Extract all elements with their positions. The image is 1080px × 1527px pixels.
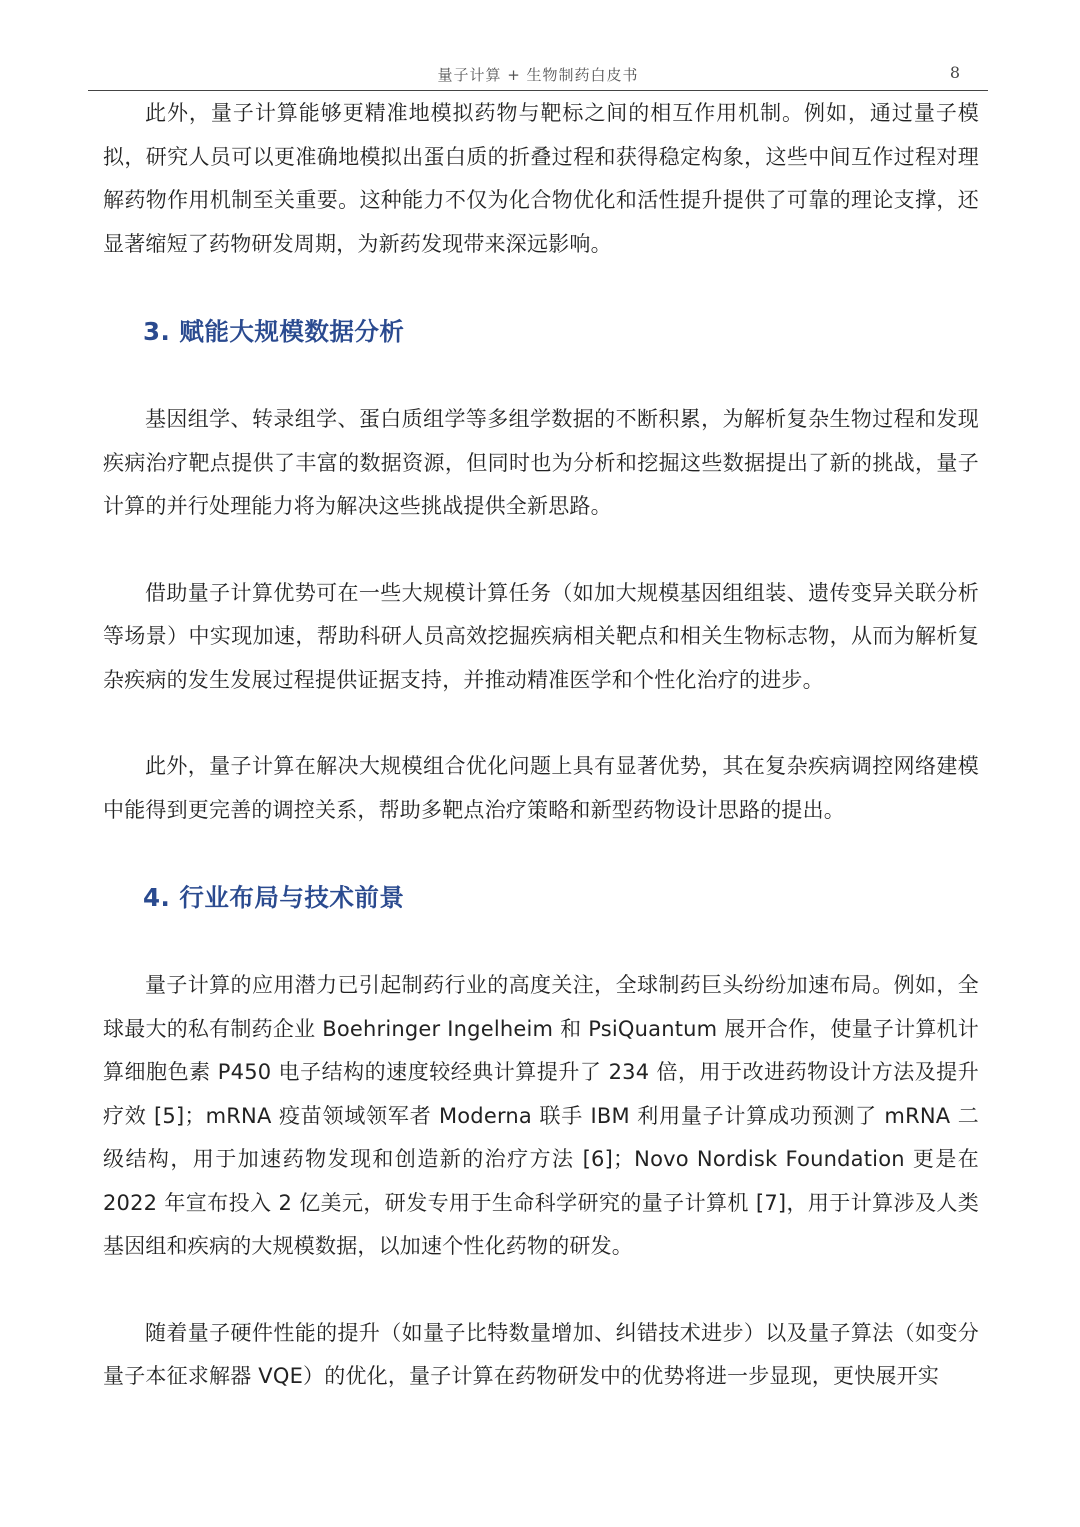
paragraph-drug-target-simulation: 此外，量子计算能够更精准地模拟药物与靶标之间的相互作用机制。例如，通过量子模拟，研究人员可以更准确地模拟出蛋白质的折叠过程和获得稳定构象，这些中间互作过程对理解药物作用机制至关重要。这种能力不仅为化合物优化和活性提升提供了可靠的理论支撑，还显著缩短了药物研发周期，为新药发现带来深远影响。 (103, 101, 979, 256)
paragraph-omics-data: 基因组学、转录组学、蛋白质组学等多组学数据的不断积累，为解析复杂生物过程和发现疾病治疗靶点提供了丰富的数据资源，但同时也为分析和挖掘这些数据提出了新的挑战，量子计算的并行处理能力将为解决这些挑战提供全新思路。 (103, 407, 979, 518)
paragraph-large-scale-computation: 借助量子计算优势可在一些大规模计算任务（如加大规模基因组组装、遗传变异关联分析等场景）中实现加速，帮助科研人员高效挖掘疾病相关靶点和相关生物标志物，从而为解析复杂疾病的发生发展过程提供证据支持，并推动精准医学和个性化治疗的进步。 (103, 580, 979, 692)
page-header (88, 58, 988, 91)
header-title: 量子计算 + 生物制药白皮书 (437, 66, 639, 84)
document-body (103, 92, 979, 1399)
section-heading-4: 4. 行业布局与技术前景 (143, 883, 405, 912)
page-number: 8 (949, 63, 960, 82)
paragraph-technology-outlook: 随着量子硬件性能的提升（如量子比特数量增加、纠错技术进步）以及量子算法（如变分量子本征求解器 VQE）的优化，量子计算在药物研发中的优势将进一步显现，更快展开实 (103, 1320, 979, 1388)
paragraph-industry-layout: 量子计算的应用潜力已引起制药行业的高度关注，全球制药巨头纷纷加速布局。例如，全球最大的私有制药企业 Boehringer Ingelheim 和 PsiQuantum 展开合作，使量子计算机计算细胞色素 P450 电子结构的速度较经典计算提升了 234 倍，用于改进药物设计方法及提升疗效 [5]；mRNA 疫苗领域领军者 Moderna 联手 IBM 利用量子计算成功预测了 mRNA 二级结构，用于加速药物发现和创造新的治疗方法 [6]；Novo Nordisk Foundation 更是在 2022 年宣布投入 2 亿美元，研发专用于生命科学研究的量子计算机 [7]，用于计算涉及人类基因组和疾病的大规模数据，以加速个性化药物的研发。 (103, 973, 979, 1258)
paragraph-combinatorial-optimization: 此外，量子计算在解决大规模组合优化问题上具有显著优势，其在复杂疾病调控网络建模中能得到更完善的调控关系，帮助多靶点治疗策略和新型药物设计思路的提出。 (103, 754, 979, 822)
section-heading-3: 3. 赋能大规模数据分析 (143, 317, 405, 346)
